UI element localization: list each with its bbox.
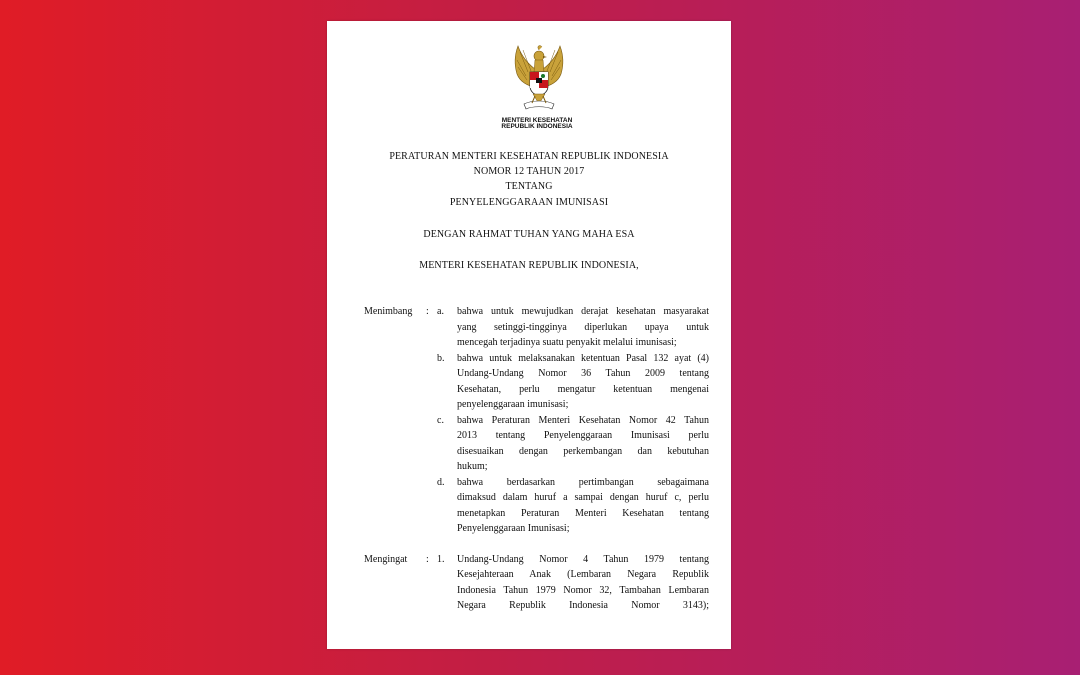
mengingat-1-line2: Kesejahteraan Anak (Lembaran Negara Republik	[457, 569, 709, 580]
emblem-caption-line1: MENTERI KESEHATAN	[501, 117, 573, 124]
menimbang-a-line2: yang setinggi-tingginya diperlukan upaya untuk	[457, 322, 709, 333]
menimbang-b-line1: bahwa untuk melaksanakan ketentuan Pasal 132 ayat (4)	[457, 353, 709, 364]
menimbang-a-line3: mencegah terjadinya suatu penyakit melalui imunisasi;	[457, 337, 677, 348]
menimbang-marker-a: a.	[437, 306, 444, 317]
mengingat-colon: :	[426, 554, 429, 565]
menimbang-marker-d: d.	[437, 477, 445, 488]
menimbang-colon: :	[426, 306, 429, 317]
menimbang-a-line1: bahwa untuk mewujudkan derajat kesehatan masyarakat	[457, 306, 709, 317]
menimbang-b-line3: Kesehatan, perlu mengatur ketentuan mengenai	[457, 384, 709, 395]
menimbang-d-line1: bahwa berdasarkan pertimbangan sebagaimana	[457, 477, 709, 488]
garuda-emblem-icon	[502, 42, 576, 116]
menimbang-c-line2: 2013 tentang Penyelenggaraan Imunisasi perlu	[457, 430, 709, 441]
menimbang-marker-c: c.	[437, 415, 444, 426]
mengingat-1-line4: Negara Republik Indonesia Nomor 3143);	[457, 600, 709, 611]
mengingat-marker-1: 1.	[437, 554, 445, 565]
title-line3: TENTANG	[505, 181, 553, 192]
menimbang-c-line4: hukum;	[457, 461, 488, 472]
menimbang-d-line2: dimaksud dalam huruf a sampai dengan huruf c, perlu	[457, 492, 709, 503]
menimbang-c-line3: disesuaikan dengan perkembangan dan kebutuhan	[457, 446, 709, 457]
menimbang-c-line1: bahwa Peraturan Menteri Kesehatan Nomor 42 Tahun	[457, 415, 709, 426]
title-line1: PERATURAN MENTERI KESEHATAN REPUBLIK INDONESIA	[389, 151, 669, 162]
menimbang-marker-b: b.	[437, 353, 445, 364]
mengingat-1-line1: Undang-Undang Nomor 4 Tahun 1979 tentang	[457, 554, 709, 565]
menimbang-b-line4: penyelenggaraan imunisasi;	[457, 399, 569, 410]
menimbang-label: Menimbang	[364, 306, 413, 317]
authority-heading: MENTERI KESEHATAN REPUBLIK INDONESIA,	[419, 260, 639, 271]
title-line4: PENYELENGGARAAN IMUNISASI	[449, 197, 609, 208]
title-line2: NOMOR 12 TAHUN 2017	[473, 166, 585, 177]
emblem-caption-line2: REPUBLIK INDONESIA	[501, 123, 573, 130]
menimbang-b-line2: Undang-Undang Nomor 36 Tahun 2009 tentang	[457, 368, 709, 379]
menimbang-d-line4: Penyelenggaraan Imunisasi;	[457, 523, 570, 534]
document-page	[327, 21, 731, 649]
mengingat-label: Mengingat	[364, 554, 408, 565]
menimbang-d-line3: menetapkan Peraturan Menteri Kesehatan tentang	[457, 508, 709, 519]
invocation: DENGAN RAHMAT TUHAN YANG MAHA ESA	[423, 229, 635, 240]
mengingat-1-line3: Indonesia Tahun 1979 Nomor 32, Tambahan Lembaran	[457, 585, 709, 596]
